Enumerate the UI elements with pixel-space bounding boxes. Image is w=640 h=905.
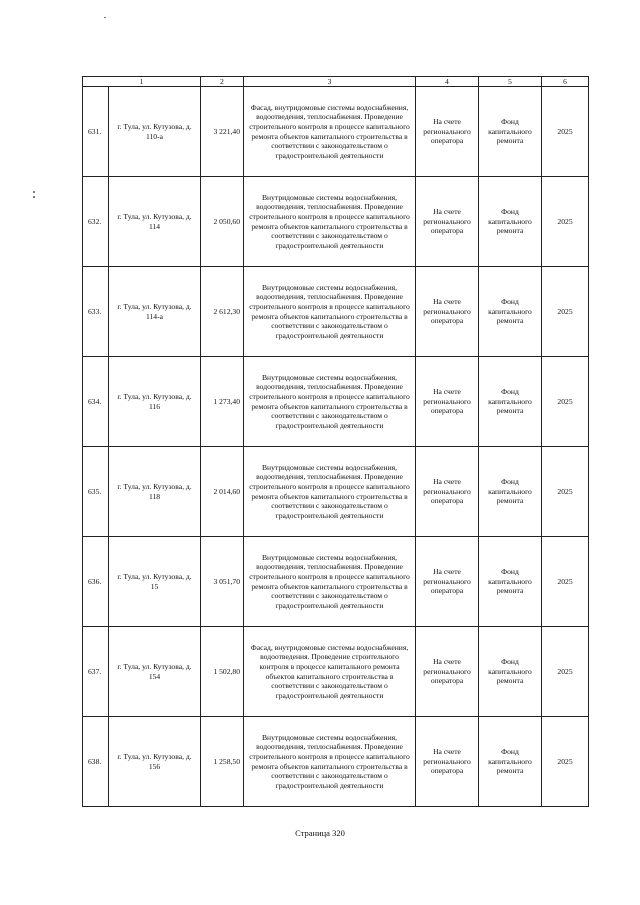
column-number-cell: 6 xyxy=(542,77,589,87)
year-cell: 2025 xyxy=(542,717,589,807)
cost-cell: 1 502,80 xyxy=(201,627,244,717)
funding-source-cell: Фонд капитального ремонта xyxy=(479,177,542,267)
funding-source-cell: Фонд капитального ремонта xyxy=(479,267,542,357)
row-number: 631. xyxy=(83,87,109,177)
address-cell: г. Тула, ул. Кутузова, д. 114 xyxy=(109,177,201,267)
row-number: 638. xyxy=(83,717,109,807)
cost-cell: 2 050,60 xyxy=(201,177,244,267)
scan-speck xyxy=(33,196,35,198)
work-type-cell: Внутридомовые системы водоснабжения, водоотведения, теплоснабжения. Проведение строительного контроля в процессе капитального ремонта объектов капитального строительства в соответствии с законодательством о градостроительной деятельности xyxy=(244,537,416,627)
funding-source-cell: Фонд капитального ремонта xyxy=(479,537,542,627)
address-cell: г. Тула, ул. Кутузова, д. 15 xyxy=(109,537,201,627)
row-number: 635. xyxy=(83,447,109,537)
year-cell: 2025 xyxy=(542,627,589,717)
row-number: 632. xyxy=(83,177,109,267)
work-type-cell: Внутридомовые системы водоснабжения, водоотведения, теплоснабжения. Проведение строительного контроля в процессе капитального ремонта объектов капитального строительства в соответствии с законодательством о градостроительной деятельности xyxy=(244,177,416,267)
account-cell: На счете регионального оператора xyxy=(416,177,479,267)
table-body xyxy=(83,77,589,807)
table-row xyxy=(83,177,589,267)
account-cell: На счете регионального оператора xyxy=(416,87,479,177)
work-type-cell: Внутридомовые системы водоснабжения, водоотведения, теплоснабжения. Проведение строительного контроля в процессе капитального ремонта объектов капитального строительства в соответствии с законодательством о градостроительной деятельности xyxy=(244,447,416,537)
funding-source-cell: Фонд капитального ремонта xyxy=(479,627,542,717)
page-number: Страница 320 xyxy=(295,828,345,838)
row-number: 634. xyxy=(83,357,109,447)
address-cell: г. Тула, ул. Кутузова, д. 114-а xyxy=(109,267,201,357)
table-row xyxy=(83,627,589,717)
year-cell: 2025 xyxy=(542,537,589,627)
cost-cell: 1 258,50 xyxy=(201,717,244,807)
address-cell: г. Тула, ул. Кутузова, д. 116 xyxy=(109,357,201,447)
work-type-cell: Внутридомовые системы водоснабжения, водоотведения, теплоснабжения. Проведение строительного контроля в процессе капитального ремонта объектов капитального строительства в соответствии с законодательством о градостроительной деятельности xyxy=(244,267,416,357)
scan-speck xyxy=(104,17,106,18)
address-cell: г. Тула, ул. Кутузова, д. 118 xyxy=(109,447,201,537)
account-cell: На счете регионального оператора xyxy=(416,717,479,807)
row-number: 636. xyxy=(83,537,109,627)
table-row xyxy=(83,267,589,357)
account-cell: На счете регионального оператора xyxy=(416,447,479,537)
column-number-cell: 4 xyxy=(416,77,479,87)
account-cell: На счете регионального оператора xyxy=(416,267,479,357)
table-row xyxy=(83,87,589,177)
column-number-row xyxy=(83,77,589,87)
year-cell: 2025 xyxy=(542,267,589,357)
column-number-cell: 1 xyxy=(83,77,201,87)
cost-cell: 3 221,40 xyxy=(201,87,244,177)
table-row xyxy=(83,537,589,627)
column-number-cell: 3 xyxy=(244,77,416,87)
row-number: 637. xyxy=(83,627,109,717)
work-type-cell: Фасад, внутридомовые системы водоснабжения, водоотведения, теплоснабжения. Проведение строительного контроля в процессе капитального ремонта объектов капитального строительства в соответствии с законодательством о градостроительной деятельности xyxy=(244,87,416,177)
table-row xyxy=(83,717,589,807)
row-number: 633. xyxy=(83,267,109,357)
year-cell: 2025 xyxy=(542,177,589,267)
address-cell: г. Тула, ул. Кутузова, д. 110-а xyxy=(109,87,201,177)
funding-source-cell: Фонд капитального ремонта xyxy=(479,357,542,447)
cost-cell: 1 273,40 xyxy=(201,357,244,447)
cost-cell: 3 051,70 xyxy=(201,537,244,627)
funding-source-cell: Фонд капитального ремонта xyxy=(479,87,542,177)
cost-cell: 2 014,60 xyxy=(201,447,244,537)
funding-source-cell: Фонд капитального ремонта xyxy=(479,447,542,537)
column-number-cell: 2 xyxy=(201,77,244,87)
account-cell: На счете регионального оператора xyxy=(416,357,479,447)
funding-source-cell: Фонд капитального ремонта xyxy=(479,717,542,807)
work-type-cell: Внутридомовые системы водоснабжения, водоотведения, теплоснабжения. Проведение строительного контроля в процессе капитального ремонта объектов капитального строительства в соответствии с законодательством о градостроительной деятельности xyxy=(244,357,416,447)
column-number-cell: 5 xyxy=(479,77,542,87)
account-cell: На счете регионального оператора xyxy=(416,627,479,717)
address-cell: г. Тула, ул. Кутузова, д. 156 xyxy=(109,717,201,807)
capital-repair-table xyxy=(82,76,589,807)
year-cell: 2025 xyxy=(542,87,589,177)
account-cell: На счете регионального оператора xyxy=(416,537,479,627)
cost-cell: 2 612,30 xyxy=(201,267,244,357)
scan-speck xyxy=(33,191,35,193)
address-cell: г. Тула, ул. Кутузова, д. 154 xyxy=(109,627,201,717)
work-type-cell: Внутридомовые системы водоснабжения, водоотведения, теплоснабжения. Проведение строительного контроля в процессе капитального ремонта объектов капитального строительства в соответствии с законодательством о градостроительной деятельности xyxy=(244,717,416,807)
work-type-cell: Фасад, внутридомовые системы водоснабжения, водоотведения. Проведение строительного контроля в процессе капитального ремонта объектов капитального строительства в соответствии с законодательством о градостроительной деятельности xyxy=(244,627,416,717)
year-cell: 2025 xyxy=(542,357,589,447)
year-cell: 2025 xyxy=(542,447,589,537)
table-row xyxy=(83,447,589,537)
table-row xyxy=(83,357,589,447)
